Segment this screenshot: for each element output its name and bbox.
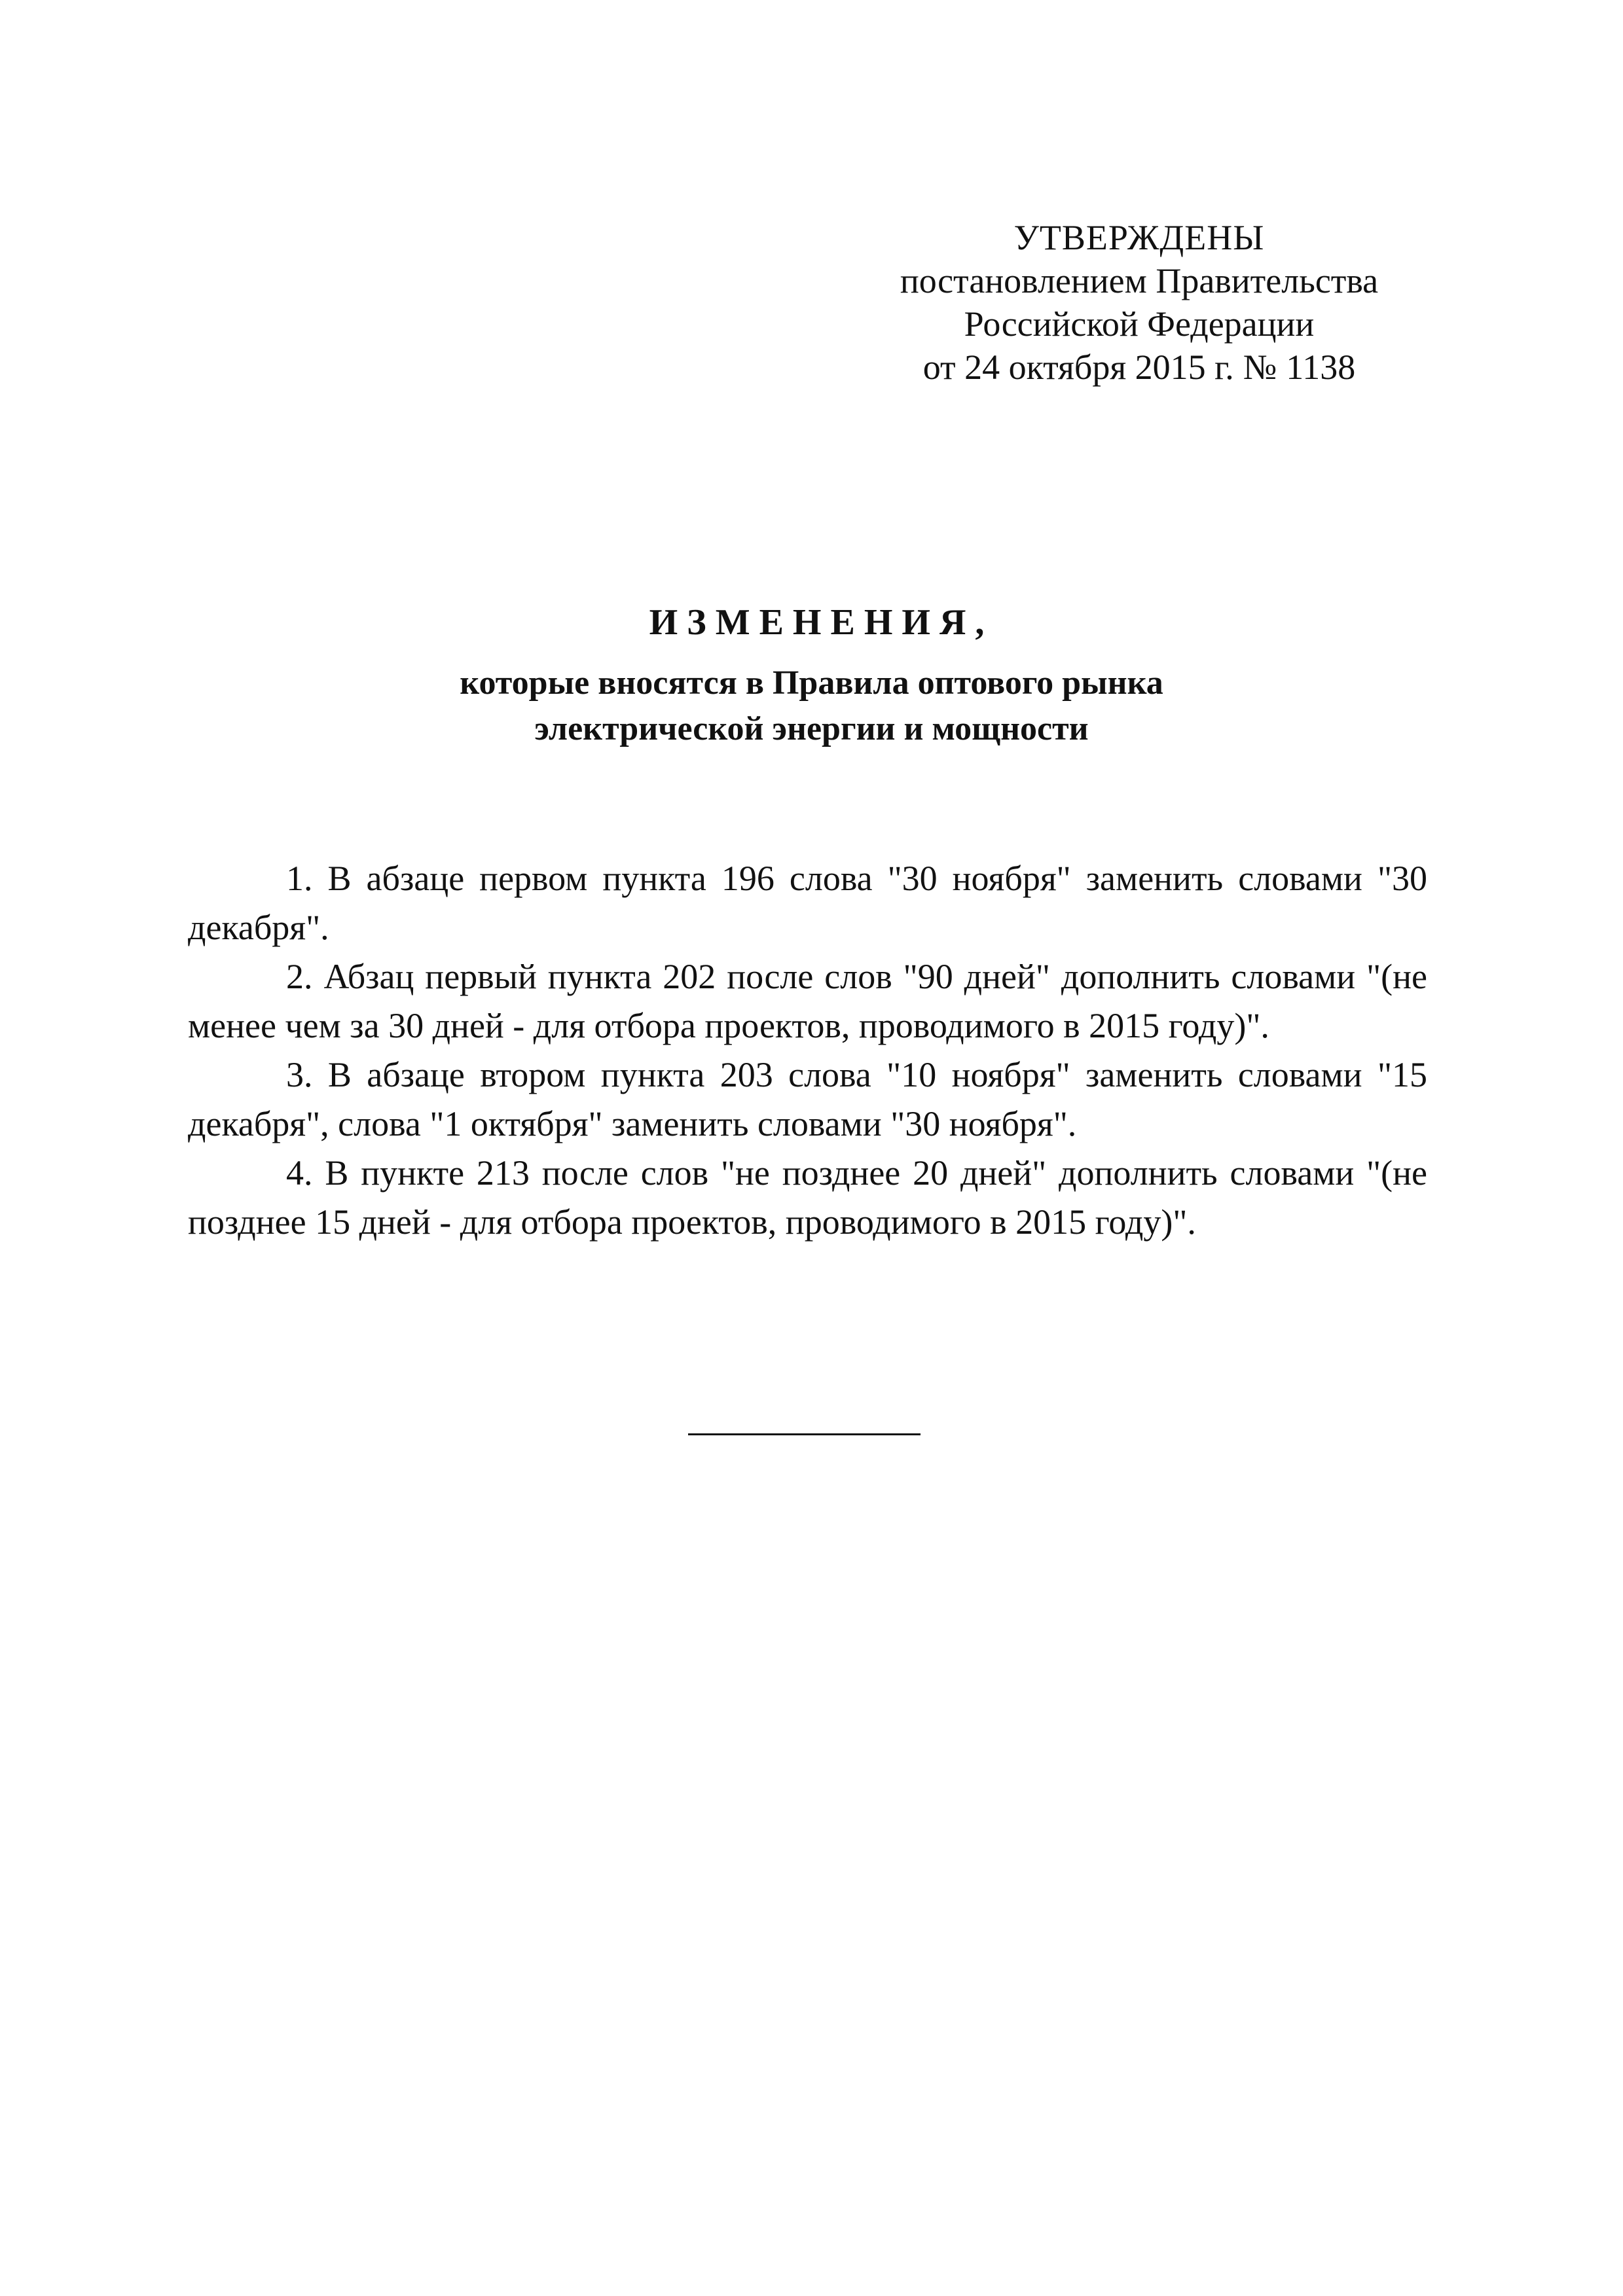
list-item-2: 2. Абзац первый пункта 202 после слов "90 дней" дополнить словами "(не менее чем за 30 дней - для отбора проектов, проводимого в 2015 году)". (188, 957, 1427, 1045)
list-item-4: 4. В пункте 213 после слов "не позднее 20 дней" дополнить словами "(не позднее 15 дней - для отбора проектов, проводимого в 2015 году)". (188, 1153, 1427, 1242)
heading-subtitle-line-1: которые вносятся в Правила оптового рынка (460, 664, 1163, 702)
approval-line-2: Российской Федерации (964, 304, 1315, 344)
approval-date: от 24 октября 2015 г. (922, 348, 1234, 387)
list-item-1: 1. В абзаце первом пункта 196 слова "30 ноября" заменить словами "30 декабря". (188, 859, 1427, 947)
document-body (188, 854, 1427, 1247)
list-item-3: 3. В абзаце втором пункта 203 слова "10 ноября" заменить словами "15 декабря", слова "1 октября" заменить словами "30 ноября". (188, 1055, 1427, 1143)
approval-number-sign: № (1243, 348, 1277, 387)
approval-line-1: постановлением Правительства (900, 261, 1379, 300)
end-divider (688, 1433, 921, 1435)
heading-title: ИЗМЕНЕНИЯ, (649, 602, 994, 643)
approval-block (864, 216, 1414, 389)
approval-number: 1138 (1286, 348, 1356, 387)
document-heading (0, 599, 1623, 752)
approval-date-line (864, 346, 1414, 389)
heading-subtitle-line-2: электрической энергии и мощности (534, 710, 1089, 747)
approval-title: УТВЕРЖДЕНЫ (1013, 218, 1265, 257)
